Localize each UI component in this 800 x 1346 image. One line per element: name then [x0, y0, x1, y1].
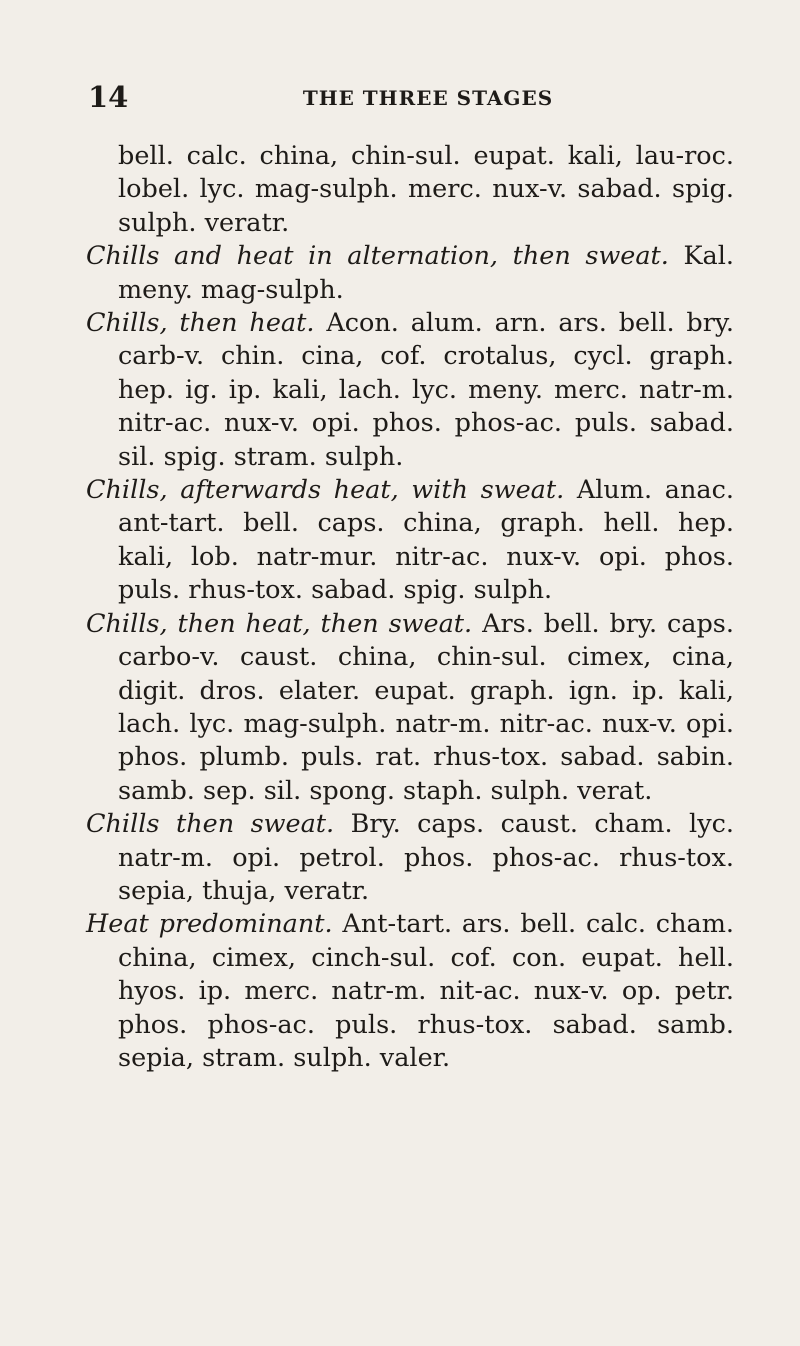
entry-heading: Chills and heat in alternation, then sweat. — [86, 241, 669, 272]
remedy-list: Alum. anac. ant-tart. bell. caps. china, graph. hell. hep. kali, lob. natr-mur. nitr-ac. nux-v. opi. phos. puls. rhus-tox. sabad. spig. sulph. — [118, 475, 734, 606]
remedy-list: Acon. alum. arn. ars. bell. bry. carb-v. chin. cina, cof. crotalus, cycl. graph. hep. ig. ip. kali, lach. lyc. meny. merc. natr-m. nitr-ac. nux-v. opi. phos. phos-ac. puls. sabad. sil. spig. stram. sulph. — [118, 308, 735, 472]
repertory-text — [86, 140, 734, 1075]
remedy-list: bell. calc. china, chin-sul. eupat. kali, lau-roc. lobel. lyc. mag-sulph. merc. nux-v. sabad. spig. sulph. veratr. — [118, 141, 734, 238]
remedy-list: Kal. meny. mag-sulph. — [118, 241, 735, 305]
remedy-list: Ars. bell. bry. caps. carbo-v. caust. china, chin-sul. cimex, cina, digit. dros. elater. eupat. graph. ign. ip. kali, lach. lyc. mag-sulph. natr-m. nitr-ac. nux-v. opi. phos. plumb. puls. rat. rhus-tox. sabad. sabin. samb. sep. sil. spong. staph. sulph. verat. — [118, 608, 735, 806]
repertory-entry — [86, 140, 734, 240]
repertory-entry — [86, 808, 734, 908]
running-title: THE THREE STAGES — [302, 86, 554, 110]
repertory-entry — [86, 608, 734, 808]
running-head — [88, 80, 728, 120]
repertory-entry — [86, 307, 734, 474]
remedy-list: Ant-tart. ars. bell. calc. cham. china, cimex, cinch-sul. cof. con. eupat. hell. hyos. ip. merc. natr-m. nit-ac. nux-v. op. petr. phos. phos-ac. puls. rhus-tox. sabad. samb. sepia, stram. sulph. valer. — [118, 909, 734, 1073]
repertory-entry — [86, 908, 734, 1075]
repertory-entry — [86, 240, 734, 307]
page-number: 14 — [88, 80, 129, 114]
entry-heading: Chills, afterwards heat, with sweat. — [86, 475, 565, 506]
entry-heading: Chills, then heat, then sweat. — [86, 608, 473, 639]
entry-heading: Heat predominant. — [86, 909, 333, 940]
remedy-list: Bry. caps. caust. cham. lyc. natr-m. opi. petrol. phos. phos-ac. rhus-tox. sepia, thuja, veratr. — [118, 809, 735, 906]
entry-heading: Chills, then heat. — [86, 308, 315, 339]
entry-heading: Chills then sweat. — [86, 809, 335, 840]
repertory-entry — [86, 474, 734, 608]
